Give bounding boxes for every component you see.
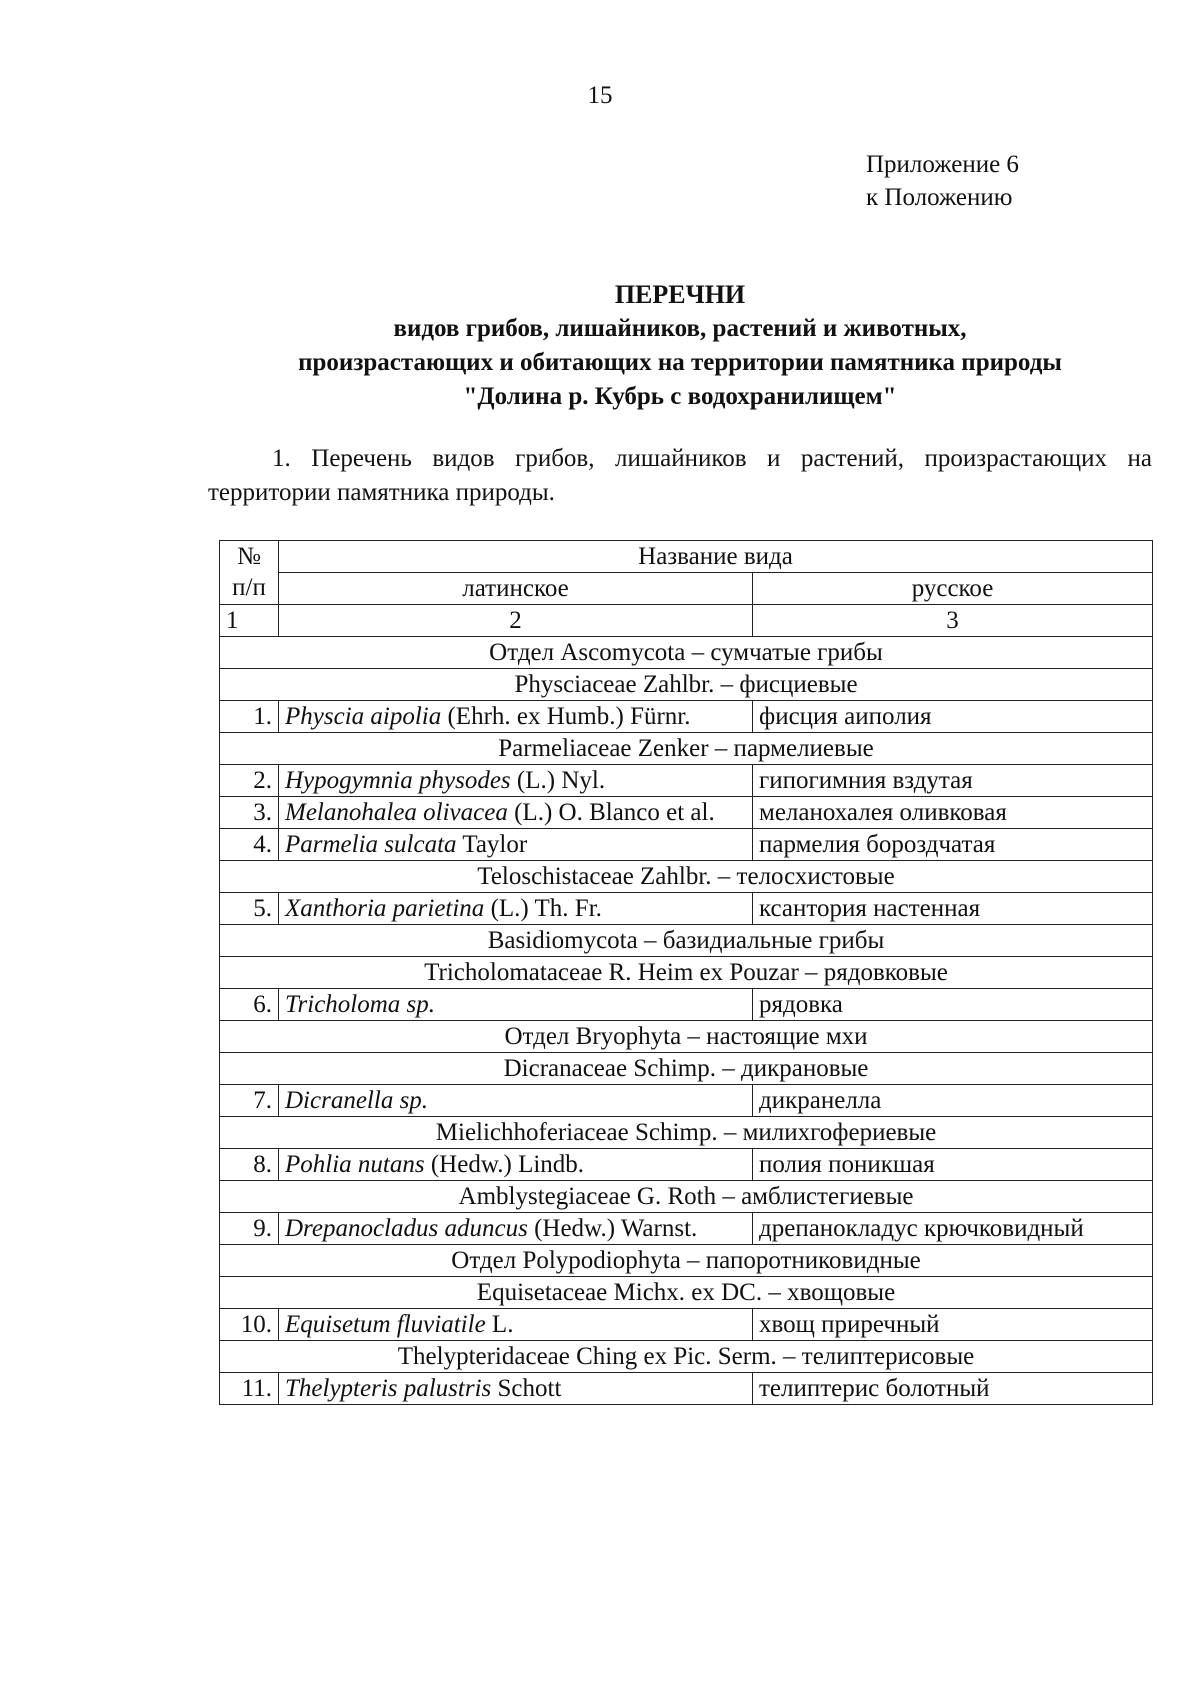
species-russian-name: дикранелла — [753, 1085, 1153, 1117]
appendix-note — [866, 148, 1019, 214]
species-number: 4. — [220, 829, 279, 861]
species-latin-name — [279, 1213, 753, 1245]
taxon-group-row — [220, 1341, 1153, 1373]
species-number: 5. — [220, 893, 279, 925]
species-latin-genus-species: Parmelia sulcata — [285, 831, 457, 858]
species-number: 9. — [220, 1213, 279, 1245]
header-species-name: Название вида — [279, 541, 1153, 573]
taxon-group-row — [220, 733, 1153, 765]
taxon-group-label: Отдел Polypodiophyta – папоротниковидные — [220, 1245, 1153, 1277]
title-line-4: "Долина р. Кубрь с водохранилищем" — [463, 383, 897, 410]
species-number: 6. — [220, 989, 279, 1021]
species-latin-genus-species: Drepanocladus aduncus — [285, 1215, 528, 1242]
species-row — [220, 989, 1153, 1021]
taxon-group-row — [220, 925, 1153, 957]
taxon-group-row — [220, 1117, 1153, 1149]
title-line-1: ПЕРЕЧНИ — [614, 280, 746, 309]
table-subheader-row — [220, 573, 1153, 605]
species-latin-genus-species: Pohlia nutans — [285, 1151, 425, 1178]
species-russian-name: хвощ приречный — [753, 1309, 1153, 1341]
taxon-group-label: Tricholomataceae R. Heim ex Pouzar – рядовковые — [220, 957, 1153, 989]
species-number: 7. — [220, 1085, 279, 1117]
taxon-group-row — [220, 669, 1153, 701]
species-latin-genus-species: Xanthoria parietina — [285, 895, 485, 922]
species-row — [220, 829, 1153, 861]
taxon-group-label: Отдел Ascomycota – сумчатые грибы — [220, 637, 1153, 669]
taxon-group-label: Отдел Bryophyta – настоящие мхи — [220, 1021, 1153, 1053]
species-latin-name — [279, 1149, 753, 1181]
page-number: 15 — [587, 82, 613, 109]
taxon-group-row — [220, 637, 1153, 669]
species-latin-authority: Schott — [491, 1375, 562, 1402]
column-number-row — [220, 605, 1153, 637]
header-num — [220, 541, 279, 605]
appendix-line-2: к Положению — [866, 184, 1013, 211]
species-latin-genus-species: Hypogymnia physodes — [285, 767, 511, 794]
taxon-group-label: Thelypteridaceae Ching ex Pic. Serm. – телиптерисовые — [220, 1341, 1153, 1373]
species-row — [220, 1149, 1153, 1181]
species-row — [220, 893, 1153, 925]
species-latin-authority: (L.) Th. Fr. — [484, 895, 602, 922]
taxon-group-label: Teloschistaceae Zahlbr. – телосхистовые — [220, 861, 1153, 893]
species-latin-authority: (Hedw.) Warnst. — [527, 1215, 698, 1242]
intro-paragraph: 1. Перечень видов грибов, лишайников и растений, произрастающих на территории памятника природы. — [208, 445, 1152, 506]
taxon-group-row — [220, 861, 1153, 893]
title-line-2: видов грибов, лишайников, растений и животных, — [393, 315, 967, 342]
species-latin-name — [279, 701, 753, 733]
species-row — [220, 1309, 1153, 1341]
species-russian-name: пармелия бороздчатая — [753, 829, 1153, 861]
species-latin-genus-species: Physcia aipolia — [285, 703, 442, 730]
species-row — [220, 701, 1153, 733]
species-row — [220, 797, 1153, 829]
species-number: 11. — [220, 1373, 279, 1405]
species-russian-name: телиптерис болотный — [753, 1373, 1153, 1405]
species-latin-genus-species: Thelypteris palustris — [285, 1375, 492, 1402]
taxon-group-row — [220, 1053, 1153, 1085]
species-table — [219, 540, 1153, 1405]
species-russian-name: полия поникшая — [753, 1149, 1153, 1181]
species-russian-name: ксантория настенная — [753, 893, 1153, 925]
species-latin-name — [279, 829, 753, 861]
header-num-top: № — [237, 543, 261, 570]
taxon-group-label: Amblystegiaceae G. Roth – амблистегиевые — [220, 1181, 1153, 1213]
species-latin-authority: (Hedw.) Lindb. — [424, 1151, 585, 1178]
species-row — [220, 1373, 1153, 1405]
species-number: 3. — [220, 797, 279, 829]
species-latin-genus-species: Tricholoma sp. — [285, 991, 436, 1018]
species-latin-name — [279, 1309, 753, 1341]
species-latin-name — [279, 1085, 753, 1117]
column-number-1: 1 — [220, 605, 279, 637]
species-row — [220, 1213, 1153, 1245]
taxon-group-row — [220, 1021, 1153, 1053]
species-latin-genus-species: Dicranella sp. — [285, 1087, 429, 1114]
species-row — [220, 1085, 1153, 1117]
species-latin-name — [279, 765, 753, 797]
taxon-group-label: Physciaceae Zahlbr. – фисциевые — [220, 669, 1153, 701]
taxon-group-label: Mielichhoferiaceae Schimp. – милихгофериевые — [220, 1117, 1153, 1149]
taxon-group-label: Dicranaceae Schimp. – дикрановые — [220, 1053, 1153, 1085]
species-russian-name: меланохалея оливковая — [753, 797, 1153, 829]
column-number-2: 2 — [279, 605, 753, 637]
taxon-group-label: Parmeliaceae Zenker – пармелиевые — [220, 733, 1153, 765]
appendix-line-1: Приложение 6 — [866, 151, 1019, 178]
header-russian: русское — [753, 573, 1153, 605]
header-latin: латинское — [279, 573, 753, 605]
header-num-bottom: п/п — [232, 574, 266, 601]
table-header-row — [220, 541, 1153, 573]
species-number: 1. — [220, 701, 279, 733]
species-russian-name: дрепанокладус крючковидный — [753, 1213, 1153, 1245]
species-latin-name — [279, 797, 753, 829]
species-number: 8. — [220, 1149, 279, 1181]
species-latin-authority: (Ehrh. ex Humb.) Fürnr. — [441, 703, 691, 730]
species-latin-authority: Taylor — [456, 831, 528, 858]
taxon-group-row — [220, 1181, 1153, 1213]
species-russian-name: гипогимния вздутая — [753, 765, 1153, 797]
species-row — [220, 765, 1153, 797]
species-latin-name — [279, 989, 753, 1021]
species-latin-genus-species: Equisetum fluviatile — [285, 1311, 486, 1338]
column-number-3: 3 — [753, 605, 1153, 637]
species-latin-name — [279, 1373, 753, 1405]
taxon-group-row — [220, 957, 1153, 989]
species-number: 2. — [220, 765, 279, 797]
title-line-3: произрастающих и обитающих на территории памятника природы — [298, 349, 1062, 376]
taxon-group-label: Equisetaceae Michx. ex DC. – хвощовые — [220, 1277, 1153, 1309]
species-latin-name — [279, 893, 753, 925]
species-latin-authority: L. — [485, 1311, 514, 1338]
taxon-group-row — [220, 1245, 1153, 1277]
document-title — [0, 278, 1200, 414]
species-russian-name: фисция аиполия — [753, 701, 1153, 733]
species-russian-name: рядовка — [753, 989, 1153, 1021]
species-latin-authority: (L.) O. Blanco et al. — [507, 799, 715, 826]
species-number: 10. — [220, 1309, 279, 1341]
taxon-group-label: Basidiomycota – базидиальные грибы — [220, 925, 1153, 957]
species-latin-authority: (L.) Nyl. — [510, 767, 606, 794]
species-latin-genus-species: Melanohalea olivacea — [285, 799, 508, 826]
taxon-group-row — [220, 1277, 1153, 1309]
